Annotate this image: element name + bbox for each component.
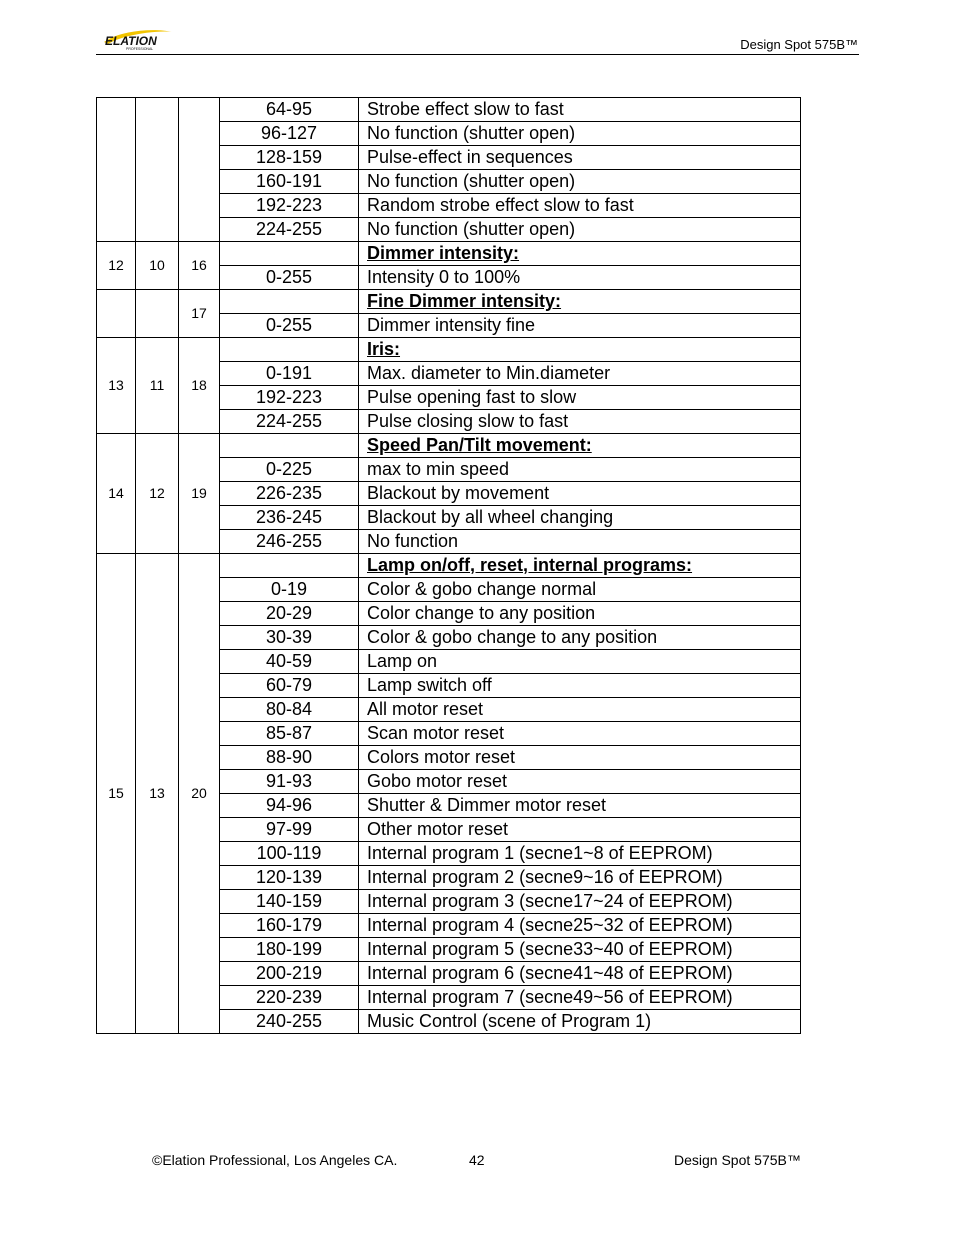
function-description-cell: Color & gobo change to any position xyxy=(359,626,801,650)
channel-mode-b-cell: 11 xyxy=(136,338,179,434)
function-description-cell: Blackout by movement xyxy=(359,482,801,506)
function-description-cell: Internal program 1 (secne1~8 of EEPROM) xyxy=(359,842,801,866)
table-row xyxy=(97,554,801,578)
function-description-cell: max to min speed xyxy=(359,458,801,482)
value-range-cell: 192-223 xyxy=(220,194,359,218)
function-heading-cell: Fine Dimmer intensity: xyxy=(359,290,801,314)
footer-page-number: 42 xyxy=(469,1152,485,1168)
value-range-cell: 160-179 xyxy=(220,914,359,938)
channel-mode-c-cell: 18 xyxy=(179,338,220,434)
value-range-cell: 96-127 xyxy=(220,122,359,146)
channel-mode-c-cell: 17 xyxy=(179,290,220,338)
footer-copyright: ©Elation Professional, Los Angeles CA. xyxy=(152,1152,398,1168)
table-row xyxy=(97,242,801,266)
channel-mode-b-cell: 10 xyxy=(136,242,179,290)
channel-mode-c-cell: 19 xyxy=(179,434,220,554)
function-description-cell: Internal program 3 (secne17~24 of EEPROM) xyxy=(359,890,801,914)
table-row xyxy=(97,434,801,458)
function-description-cell: No function (shutter open) xyxy=(359,122,801,146)
channel-mode-b-cell: 12 xyxy=(136,434,179,554)
function-description-cell: Lamp on xyxy=(359,650,801,674)
value-range-cell: 128-159 xyxy=(220,146,359,170)
function-heading-cell: Iris: xyxy=(359,338,801,362)
function-description-cell: Color & gobo change normal xyxy=(359,578,801,602)
table-row xyxy=(97,98,801,122)
value-range-cell: 30-39 xyxy=(220,626,359,650)
dmx-channel-table xyxy=(96,97,801,1034)
function-description-cell: Dimmer intensity fine xyxy=(359,314,801,338)
function-description-cell: Internal program 2 (secne9~16 of EEPROM) xyxy=(359,866,801,890)
function-description-cell: Pulse closing slow to fast xyxy=(359,410,801,434)
value-range-cell: 236-245 xyxy=(220,506,359,530)
value-range-cell: 97-99 xyxy=(220,818,359,842)
function-description-cell: Shutter & Dimmer motor reset xyxy=(359,794,801,818)
function-description-cell: Colors motor reset xyxy=(359,746,801,770)
function-heading-cell: Lamp on/off, reset, internal programs: xyxy=(359,554,801,578)
value-range-cell: 224-255 xyxy=(220,410,359,434)
function-description-cell: Color change to any position xyxy=(359,602,801,626)
table-row xyxy=(97,290,801,314)
value-range-cell: 85-87 xyxy=(220,722,359,746)
value-range-cell: 180-199 xyxy=(220,938,359,962)
value-range-cell: 200-219 xyxy=(220,962,359,986)
function-description-cell: Gobo motor reset xyxy=(359,770,801,794)
header-divider xyxy=(96,54,859,55)
function-description-cell: No function xyxy=(359,530,801,554)
value-range-cell: 0-255 xyxy=(220,314,359,338)
value-range-cell: 64-95 xyxy=(220,98,359,122)
value-range-cell: 40-59 xyxy=(220,650,359,674)
function-description-cell: Blackout by all wheel changing xyxy=(359,506,801,530)
channel-mode-a-cell xyxy=(97,98,136,242)
value-range-cell: 0-191 xyxy=(220,362,359,386)
table-row xyxy=(97,338,801,362)
value-range-cell: 240-255 xyxy=(220,1010,359,1034)
value-range-cell: 246-255 xyxy=(220,530,359,554)
channel-mode-a-cell: 14 xyxy=(97,434,136,554)
function-description-cell: No function (shutter open) xyxy=(359,170,801,194)
function-description-cell: Max. diameter to Min.diameter xyxy=(359,362,801,386)
channel-mode-c-cell: 20 xyxy=(179,554,220,1034)
value-range-cell: 140-159 xyxy=(220,890,359,914)
value-range-cell xyxy=(220,554,359,578)
function-description-cell: Internal program 4 (secne25~32 of EEPROM) xyxy=(359,914,801,938)
value-range-cell: 80-84 xyxy=(220,698,359,722)
value-range-cell: 160-191 xyxy=(220,170,359,194)
channel-mode-b-cell xyxy=(136,290,179,338)
function-description-cell: Internal program 5 (secne33~40 of EEPROM) xyxy=(359,938,801,962)
function-description-cell: Internal program 7 (secne49~56 of EEPROM) xyxy=(359,986,801,1010)
value-range-cell xyxy=(220,290,359,314)
channel-mode-a-cell: 15 xyxy=(97,554,136,1034)
function-description-cell: Pulse opening fast to slow xyxy=(359,386,801,410)
channel-mode-c-cell xyxy=(179,98,220,242)
function-description-cell: Other motor reset xyxy=(359,818,801,842)
channel-mode-c-cell: 16 xyxy=(179,242,220,290)
elation-logo xyxy=(100,28,174,52)
value-range-cell: 20-29 xyxy=(220,602,359,626)
value-range-cell xyxy=(220,434,359,458)
value-range-cell: 192-223 xyxy=(220,386,359,410)
channel-mode-a-cell: 13 xyxy=(97,338,136,434)
value-range-cell: 224-255 xyxy=(220,218,359,242)
value-range-cell: 0-19 xyxy=(220,578,359,602)
footer-product: Design Spot 575B™ xyxy=(674,1152,801,1168)
function-description-cell: Random strobe effect slow to fast xyxy=(359,194,801,218)
channel-mode-a-cell: 12 xyxy=(97,242,136,290)
value-range-cell: 120-139 xyxy=(220,866,359,890)
logo-subtext: PROFESSIONAL xyxy=(126,47,154,51)
value-range-cell: 91-93 xyxy=(220,770,359,794)
value-range-cell: 88-90 xyxy=(220,746,359,770)
function-description-cell: Pulse-effect in sequences xyxy=(359,146,801,170)
function-description-cell: Internal program 6 (secne41~48 of EEPROM) xyxy=(359,962,801,986)
value-range-cell: 0-225 xyxy=(220,458,359,482)
function-heading-cell: Dimmer intensity: xyxy=(359,242,801,266)
channel-mode-b-cell xyxy=(136,98,179,242)
function-description-cell: No function (shutter open) xyxy=(359,218,801,242)
header-title: Design Spot 575B™ xyxy=(740,37,858,52)
channel-mode-a-cell xyxy=(97,290,136,338)
function-description-cell: All motor reset xyxy=(359,698,801,722)
channel-mode-b-cell: 13 xyxy=(136,554,179,1034)
value-range-cell: 0-255 xyxy=(220,266,359,290)
value-range-cell: 94-96 xyxy=(220,794,359,818)
function-description-cell: Scan motor reset xyxy=(359,722,801,746)
function-description-cell: Music Control (scene of Program 1) xyxy=(359,1010,801,1034)
logo-text: ELATION xyxy=(105,34,157,48)
function-description-cell: Lamp switch off xyxy=(359,674,801,698)
value-range-cell: 226-235 xyxy=(220,482,359,506)
function-description-cell: Intensity 0 to 100% xyxy=(359,266,801,290)
function-description-cell: Strobe effect slow to fast xyxy=(359,98,801,122)
value-range-cell: 60-79 xyxy=(220,674,359,698)
value-range-cell xyxy=(220,242,359,266)
value-range-cell xyxy=(220,338,359,362)
value-range-cell: 100-119 xyxy=(220,842,359,866)
value-range-cell: 220-239 xyxy=(220,986,359,1010)
function-heading-cell: Speed Pan/Tilt movement: xyxy=(359,434,801,458)
